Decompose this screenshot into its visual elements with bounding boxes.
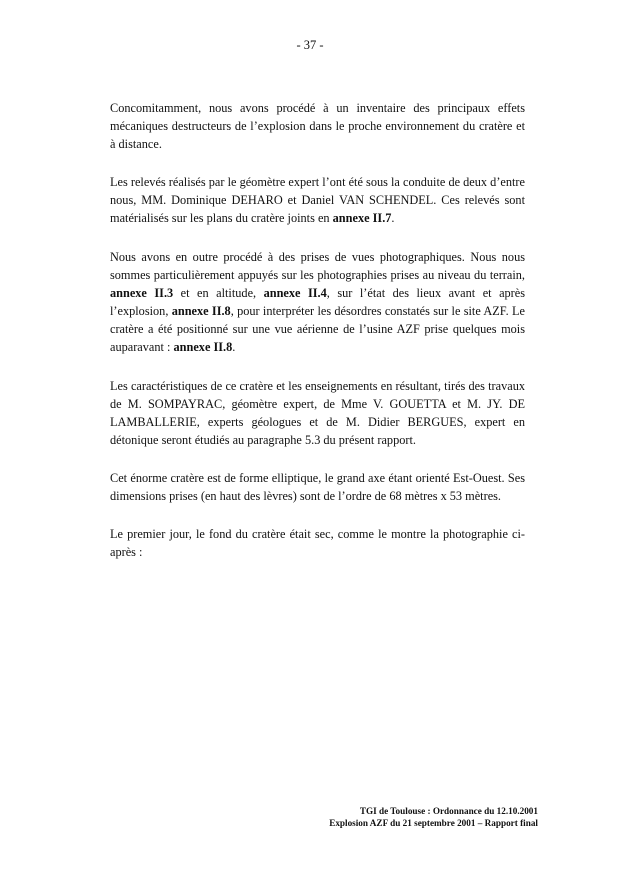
paragraph-first-day: Le premier jour, le fond du cratère était sec, comme le montre la photographie ci-après : <box>110 527 525 559</box>
footer-line-court: TGI de Toulouse : Ordonnance du 12.10.2001 <box>359 806 538 816</box>
paragraph-characteristics: Les caractéristiques de ce cratère et les enseignements en résultant, tirés des travaux de M. SOMPAYRAC, géomètre expert, de Mme V. GOUETTA et M. JY. DE LAMBALLERIE, experts géologues et de M. Didier BERGUES, expert en détonique seront étudiés au paragraphe 5.3 du présent rapport. <box>110 379 525 447</box>
paragraph-surveys-end: . <box>391 211 395 225</box>
paragraph-photographs-text-1: Nous avons en outre procédé à des prises de vues photographiques. Nous nous sommes particulièrement appuyés sur les photographies prises au niveau du terrain, <box>110 250 525 282</box>
document-body <box>110 99 525 561</box>
annex-reference: annexe II.8 <box>173 340 233 354</box>
paragraph-inventory: Concomitamment, nous avons procédé à un inventaire des principaux effets mécaniques destructeurs de l’explosion dans le proche environnement du cratère et à distance. <box>110 101 525 151</box>
annex-reference: annexe II.3 <box>110 286 174 300</box>
paragraph-photographs-text-2: et en altitude, <box>173 286 264 300</box>
paragraph-surveys-text: Les relevés réalisés par le géomètre expert l’ont été sous la conduite de deux d’entre nous, MM. Dominique DEHARO et Daniel VAN SCHENDEL. Ces relevés sont matérialisés sur les plans du cratère joints en <box>110 175 525 225</box>
paragraph-dimensions: Cet énorme cratère est de forme elliptique, le grand axe étant orienté Est-Ouest. Ses dimensions prises (en haut des lèvres) sont de l’ordre de 68 mètres x 53 mètres. <box>110 471 525 503</box>
annex-reference: annexe II.7 <box>332 211 392 225</box>
annex-reference: annexe II.4 <box>263 286 327 300</box>
page-footer <box>329 805 538 829</box>
paragraph-photographs-text-4: , pour interpréter les désordres constatés sur le site AZF. Le cratère a été positionné sur une vue aérienne de l’usine AZF prise quelques mois auparavant : <box>110 304 526 354</box>
paragraph-surveys <box>110 173 525 227</box>
paragraph-photographs <box>110 248 525 356</box>
paragraph-photographs-text-3: , sur l’état des lieux avant et après l’explosion, <box>110 286 526 318</box>
paragraph-photographs-end: . <box>232 340 236 354</box>
page-number: - 37 - <box>296 38 324 52</box>
annex-reference: annexe II.8 <box>171 304 231 318</box>
footer-line-report: Explosion AZF du 21 septembre 2001 – Rapport final <box>329 818 538 828</box>
